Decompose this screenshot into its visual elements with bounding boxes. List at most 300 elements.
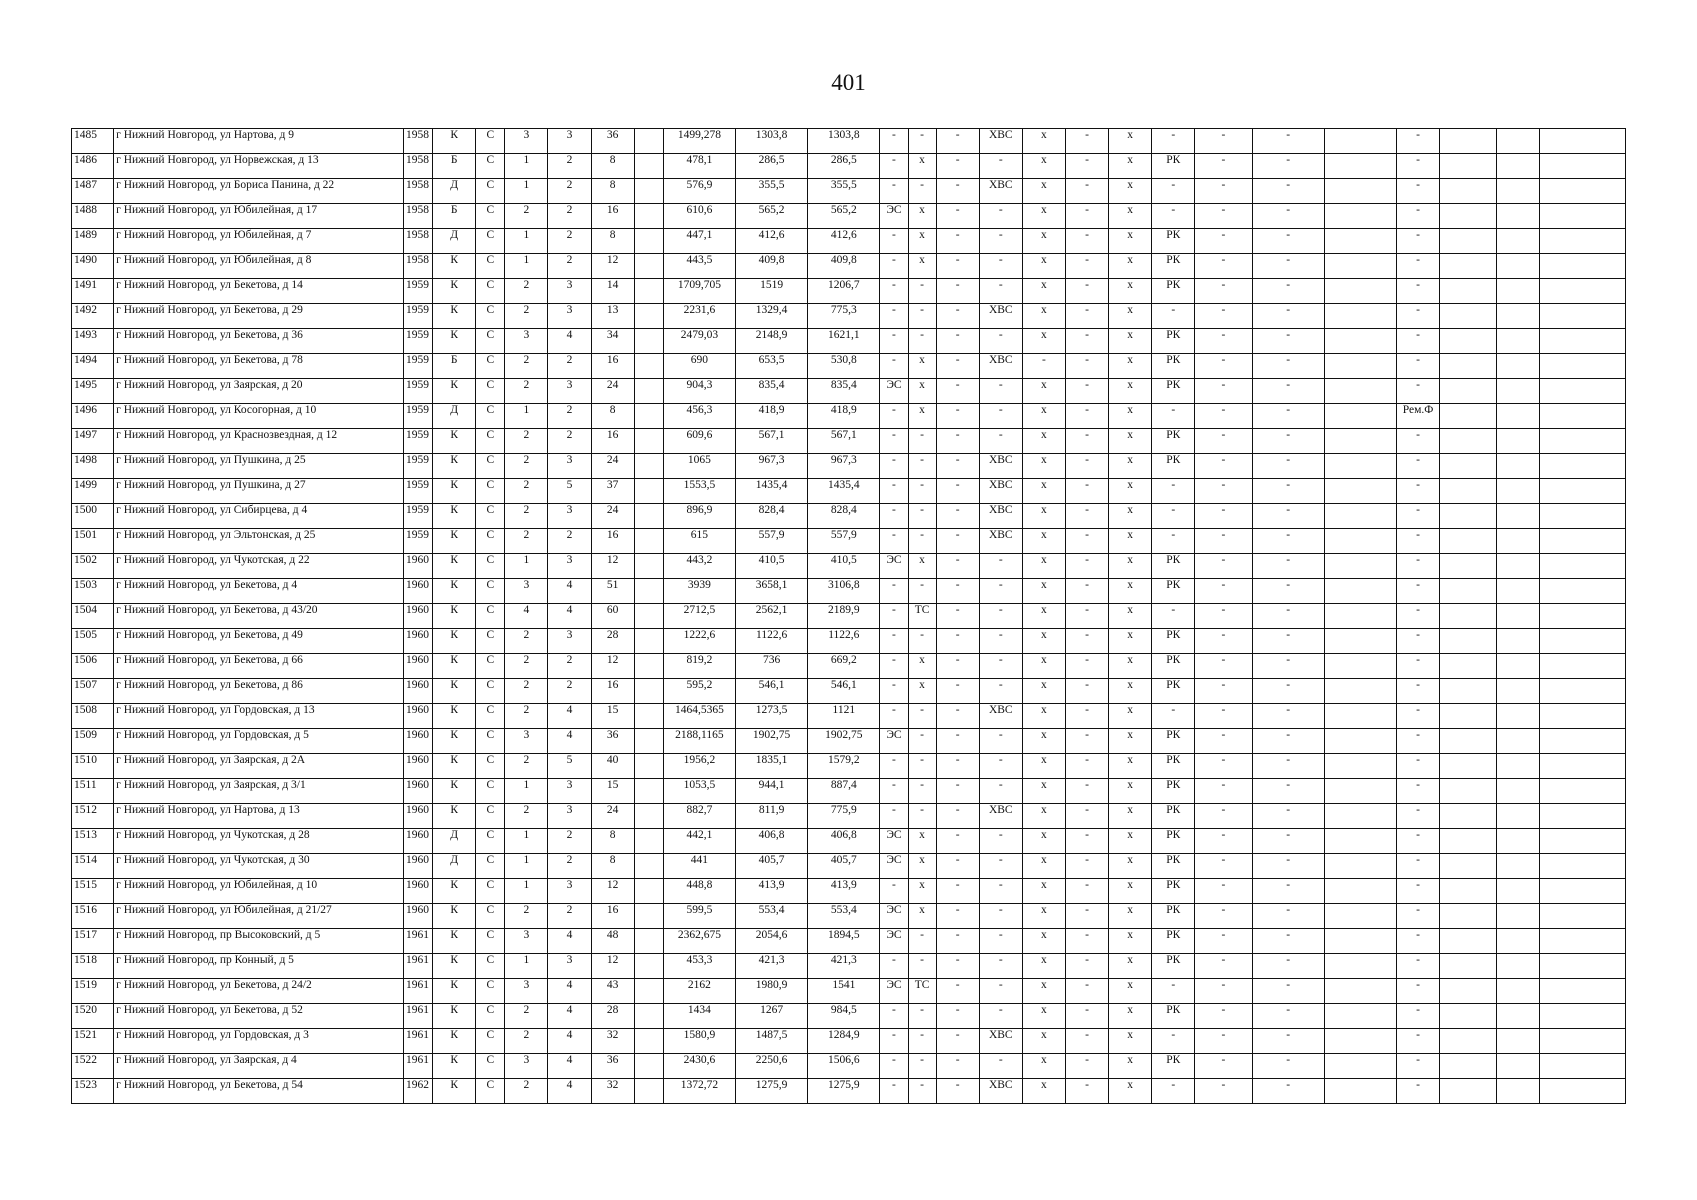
entrances-cell: 2 — [505, 454, 548, 479]
gas-cell: - — [936, 479, 979, 504]
col-25-cell — [1440, 504, 1497, 529]
hot-water-cell: - — [1065, 604, 1108, 629]
electric-cell: - — [880, 454, 908, 479]
year-cell: 1961 — [404, 1004, 433, 1029]
roof-cell: х — [1109, 554, 1152, 579]
hot-water-cell: - — [1065, 404, 1108, 429]
floors-cell: 2 — [548, 904, 591, 929]
blank-cell — [634, 229, 663, 254]
col-21-cell: - — [1195, 554, 1252, 579]
material-cell: С — [476, 529, 505, 554]
col-26-cell — [1497, 704, 1540, 729]
remark-cell: - — [1396, 804, 1439, 829]
living-area-cell: 2562,1 — [736, 604, 808, 629]
sewer-cell: х — [1022, 129, 1065, 154]
col-26-cell — [1497, 679, 1540, 704]
blank-cell — [634, 729, 663, 754]
row-number-cell: 1504 — [72, 604, 114, 629]
blank-cell — [634, 829, 663, 854]
type-cell: К — [433, 479, 476, 504]
material-cell: С — [476, 579, 505, 604]
residential-area-cell: 546,1 — [808, 679, 880, 704]
address-cell: г Нижний Новгород, ул Юбилейная, д 10 — [114, 879, 404, 904]
hot-water-cell: - — [1065, 329, 1108, 354]
blank-cell — [634, 679, 663, 704]
blank-cell — [634, 654, 663, 679]
blank-cell — [634, 904, 663, 929]
remark-cell: - — [1396, 179, 1439, 204]
col-22-cell: - — [1252, 1054, 1324, 1079]
water-cell: ХВС — [979, 504, 1022, 529]
row-number-cell: 1522 — [72, 1054, 114, 1079]
material-cell: С — [476, 779, 505, 804]
living-area-cell: 410,5 — [736, 554, 808, 579]
table-row — [72, 679, 1626, 704]
col-26-cell — [1497, 479, 1540, 504]
water-cell: ХВС — [979, 304, 1022, 329]
roof-cell: х — [1109, 754, 1152, 779]
roof-cell: х — [1109, 304, 1152, 329]
water-cell: - — [979, 329, 1022, 354]
works-cell: - — [1152, 404, 1195, 429]
heating-cell: - — [908, 279, 936, 304]
year-cell: 1960 — [404, 779, 433, 804]
material-cell: С — [476, 679, 505, 704]
col-27-cell — [1540, 654, 1626, 679]
entrances-cell: 2 — [505, 629, 548, 654]
gas-cell: - — [936, 1029, 979, 1054]
address-cell: г Нижний Новгород, ул Нартова, д 9 — [114, 129, 404, 154]
works-cell: РК — [1152, 804, 1195, 829]
apartments-cell: 8 — [591, 829, 634, 854]
col-27-cell — [1540, 804, 1626, 829]
col-21-cell: - — [1195, 779, 1252, 804]
table-row — [72, 779, 1626, 804]
hot-water-cell: - — [1065, 954, 1108, 979]
water-cell: - — [979, 904, 1022, 929]
col-27-cell — [1540, 204, 1626, 229]
living-area-cell: 1122,6 — [736, 629, 808, 654]
works-cell: РК — [1152, 1054, 1195, 1079]
address-cell: г Нижний Новгород, ул Нартова, д 13 — [114, 804, 404, 829]
blank-cell — [634, 854, 663, 879]
remark-cell: - — [1396, 1079, 1439, 1104]
works-cell: - — [1152, 504, 1195, 529]
col-25-cell — [1440, 679, 1497, 704]
table-row — [72, 304, 1626, 329]
row-number-cell: 1497 — [72, 429, 114, 454]
apartments-cell: 36 — [591, 129, 634, 154]
apartments-cell: 32 — [591, 1079, 634, 1104]
works-cell: РК — [1152, 754, 1195, 779]
heating-cell: - — [908, 704, 936, 729]
sewer-cell: - — [1022, 354, 1065, 379]
col-26-cell — [1497, 854, 1540, 879]
table-row — [72, 1054, 1626, 1079]
col-25-cell — [1440, 654, 1497, 679]
col-23-cell — [1324, 204, 1396, 229]
col-21-cell: - — [1195, 1054, 1252, 1079]
sewer-cell: х — [1022, 429, 1065, 454]
blank-cell — [634, 1079, 663, 1104]
hot-water-cell: - — [1065, 654, 1108, 679]
row-number-cell: 1518 — [72, 954, 114, 979]
remark-cell: - — [1396, 354, 1439, 379]
entrances-cell: 2 — [505, 679, 548, 704]
remark-cell: - — [1396, 329, 1439, 354]
blank-cell — [634, 579, 663, 604]
total-area-cell: 819,2 — [663, 654, 735, 679]
remark-cell: - — [1396, 879, 1439, 904]
remark-cell: - — [1396, 479, 1439, 504]
col-25-cell — [1440, 154, 1497, 179]
gas-cell: - — [936, 629, 979, 654]
address-cell: г Нижний Новгород, ул Норвежская, д 13 — [114, 154, 404, 179]
year-cell: 1960 — [404, 729, 433, 754]
col-23-cell — [1324, 579, 1396, 604]
gas-cell: - — [936, 829, 979, 854]
col-27-cell — [1540, 629, 1626, 654]
heating-cell: х — [908, 879, 936, 904]
blank-cell — [634, 779, 663, 804]
gas-cell: - — [936, 1079, 979, 1104]
col-23-cell — [1324, 879, 1396, 904]
residential-area-cell: 1579,2 — [808, 754, 880, 779]
apartments-cell: 16 — [591, 204, 634, 229]
floors-cell: 4 — [548, 579, 591, 604]
col-25-cell — [1440, 729, 1497, 754]
table-row — [72, 929, 1626, 954]
works-cell: РК — [1152, 679, 1195, 704]
roof-cell: х — [1109, 454, 1152, 479]
residential-area-cell: 1506,6 — [808, 1054, 880, 1079]
heating-cell: х — [908, 354, 936, 379]
apartments-cell: 24 — [591, 379, 634, 404]
remark-cell: - — [1396, 279, 1439, 304]
col-21-cell: - — [1195, 379, 1252, 404]
table-row — [72, 654, 1626, 679]
col-22-cell: - — [1252, 604, 1324, 629]
total-area-cell: 1053,5 — [663, 779, 735, 804]
living-area-cell: 2250,6 — [736, 1054, 808, 1079]
col-27-cell — [1540, 1079, 1626, 1104]
total-area-cell: 1434 — [663, 1004, 735, 1029]
row-number-cell: 1494 — [72, 354, 114, 379]
year-cell: 1958 — [404, 204, 433, 229]
blank-cell — [634, 129, 663, 154]
water-cell: ХВС — [979, 454, 1022, 479]
entrances-cell: 1 — [505, 254, 548, 279]
type-cell: К — [433, 929, 476, 954]
col-25-cell — [1440, 1054, 1497, 1079]
gas-cell: - — [936, 279, 979, 304]
floors-cell: 3 — [548, 279, 591, 304]
residential-area-cell: 1902,75 — [808, 729, 880, 754]
entrances-cell: 2 — [505, 354, 548, 379]
hot-water-cell: - — [1065, 379, 1108, 404]
col-25-cell — [1440, 554, 1497, 579]
col-21-cell: - — [1195, 879, 1252, 904]
water-cell: - — [979, 254, 1022, 279]
col-27-cell — [1540, 829, 1626, 854]
remark-cell: - — [1396, 504, 1439, 529]
living-area-cell: 828,4 — [736, 504, 808, 529]
col-25-cell — [1440, 479, 1497, 504]
floors-cell: 4 — [548, 1029, 591, 1054]
address-cell: г Нижний Новгород, пр Высоковский, д 5 — [114, 929, 404, 954]
floors-cell: 3 — [548, 879, 591, 904]
col-22-cell: - — [1252, 854, 1324, 879]
floors-cell: 2 — [548, 679, 591, 704]
table-row — [72, 454, 1626, 479]
hot-water-cell: - — [1065, 979, 1108, 1004]
col-25-cell — [1440, 854, 1497, 879]
col-21-cell: - — [1195, 179, 1252, 204]
heating-cell: х — [908, 229, 936, 254]
total-area-cell: 3939 — [663, 579, 735, 604]
living-area-cell: 736 — [736, 654, 808, 679]
living-area-cell: 1329,4 — [736, 304, 808, 329]
row-number-cell: 1498 — [72, 454, 114, 479]
apartments-cell: 15 — [591, 779, 634, 804]
table-row — [72, 154, 1626, 179]
roof-cell: х — [1109, 654, 1152, 679]
col-25-cell — [1440, 829, 1497, 854]
entrances-cell: 1 — [505, 404, 548, 429]
col-25-cell — [1440, 279, 1497, 304]
col-26-cell — [1497, 804, 1540, 829]
col-22-cell: - — [1252, 679, 1324, 704]
col-27-cell — [1540, 404, 1626, 429]
hot-water-cell: - — [1065, 579, 1108, 604]
col-26-cell — [1497, 1079, 1540, 1104]
col-21-cell: - — [1195, 254, 1252, 279]
heating-cell: - — [908, 504, 936, 529]
residential-area-cell: 409,8 — [808, 254, 880, 279]
type-cell: К — [433, 529, 476, 554]
entrances-cell: 1 — [505, 554, 548, 579]
floors-cell: 3 — [548, 129, 591, 154]
sewer-cell: х — [1022, 154, 1065, 179]
hot-water-cell: - — [1065, 704, 1108, 729]
heating-cell: - — [908, 429, 936, 454]
residential-area-cell: 1206,7 — [808, 279, 880, 304]
heating-cell: - — [908, 579, 936, 604]
type-cell: К — [433, 129, 476, 154]
material-cell: С — [476, 904, 505, 929]
floors-cell: 2 — [548, 229, 591, 254]
blank-cell — [634, 179, 663, 204]
living-area-cell: 811,9 — [736, 804, 808, 829]
sewer-cell: х — [1022, 479, 1065, 504]
table-row — [72, 879, 1626, 904]
year-cell: 1959 — [404, 379, 433, 404]
col-21-cell: - — [1195, 354, 1252, 379]
col-21-cell: - — [1195, 654, 1252, 679]
table-row — [72, 554, 1626, 579]
apartments-cell: 24 — [591, 454, 634, 479]
electric-cell: ЭС — [880, 729, 908, 754]
sewer-cell: х — [1022, 954, 1065, 979]
electric-cell: ЭС — [880, 554, 908, 579]
col-27-cell — [1540, 229, 1626, 254]
sewer-cell: х — [1022, 779, 1065, 804]
electric-cell: - — [880, 179, 908, 204]
gas-cell: - — [936, 504, 979, 529]
address-cell: г Нижний Новгород, ул Чукотская, д 28 — [114, 829, 404, 854]
floors-cell: 4 — [548, 1054, 591, 1079]
address-cell: г Нижний Новгород, ул Юбилейная, д 17 — [114, 204, 404, 229]
sewer-cell: х — [1022, 579, 1065, 604]
remark-cell: - — [1396, 1054, 1439, 1079]
living-area-cell: 406,8 — [736, 829, 808, 854]
apartments-cell: 12 — [591, 654, 634, 679]
roof-cell: х — [1109, 479, 1152, 504]
residential-area-cell: 1621,1 — [808, 329, 880, 354]
residential-area-cell: 967,3 — [808, 454, 880, 479]
water-cell: - — [979, 229, 1022, 254]
works-cell: РК — [1152, 654, 1195, 679]
electric-cell: - — [880, 279, 908, 304]
sewer-cell: х — [1022, 854, 1065, 879]
col-27-cell — [1540, 704, 1626, 729]
electric-cell: - — [880, 954, 908, 979]
water-cell: - — [979, 429, 1022, 454]
entrances-cell: 2 — [505, 1004, 548, 1029]
gas-cell: - — [936, 729, 979, 754]
year-cell: 1960 — [404, 829, 433, 854]
row-number-cell: 1487 — [72, 179, 114, 204]
sewer-cell: х — [1022, 879, 1065, 904]
address-cell: г Нижний Новгород, ул Краснозвездная, д 12 — [114, 429, 404, 454]
col-23-cell — [1324, 279, 1396, 304]
sewer-cell: х — [1022, 904, 1065, 929]
roof-cell: х — [1109, 854, 1152, 879]
total-area-cell: 1553,5 — [663, 479, 735, 504]
type-cell: Д — [433, 854, 476, 879]
col-27-cell — [1540, 979, 1626, 1004]
year-cell: 1959 — [404, 454, 433, 479]
material-cell: С — [476, 854, 505, 879]
heating-cell: ТС — [908, 604, 936, 629]
entrances-cell: 2 — [505, 1029, 548, 1054]
table-row — [72, 229, 1626, 254]
col-26-cell — [1497, 329, 1540, 354]
water-cell: - — [979, 579, 1022, 604]
col-21-cell: - — [1195, 454, 1252, 479]
material-cell: С — [476, 429, 505, 454]
year-cell: 1960 — [404, 904, 433, 929]
col-25-cell — [1440, 404, 1497, 429]
remark-cell: - — [1396, 304, 1439, 329]
material-cell: С — [476, 554, 505, 579]
type-cell: К — [433, 1029, 476, 1054]
table-row — [72, 179, 1626, 204]
row-number-cell: 1493 — [72, 329, 114, 354]
works-cell: РК — [1152, 729, 1195, 754]
row-number-cell: 1507 — [72, 679, 114, 704]
col-22-cell: - — [1252, 404, 1324, 429]
col-21-cell: - — [1195, 979, 1252, 1004]
hot-water-cell: - — [1065, 779, 1108, 804]
works-cell: РК — [1152, 229, 1195, 254]
living-area-cell: 1980,9 — [736, 979, 808, 1004]
col-25-cell — [1440, 454, 1497, 479]
address-cell: г Нижний Новгород, ул Бориса Панина, д 22 — [114, 179, 404, 204]
address-cell: г Нижний Новгород, ул Гордовская, д 3 — [114, 1029, 404, 1054]
col-27-cell — [1540, 954, 1626, 979]
col-26-cell — [1497, 904, 1540, 929]
hot-water-cell: - — [1065, 504, 1108, 529]
remark-cell: - — [1396, 554, 1439, 579]
living-area-cell: 286,5 — [736, 154, 808, 179]
electric-cell: - — [880, 129, 908, 154]
col-22-cell: - — [1252, 279, 1324, 304]
residential-area-cell: 530,8 — [808, 354, 880, 379]
heating-cell: - — [908, 1079, 936, 1104]
floors-cell: 2 — [548, 654, 591, 679]
entrances-cell: 3 — [505, 929, 548, 954]
entrances-cell: 2 — [505, 479, 548, 504]
col-23-cell — [1324, 854, 1396, 879]
living-area-cell: 418,9 — [736, 404, 808, 429]
col-22-cell: - — [1252, 779, 1324, 804]
type-cell: Б — [433, 354, 476, 379]
col-26-cell — [1497, 654, 1540, 679]
total-area-cell: 1464,5365 — [663, 704, 735, 729]
electric-cell: - — [880, 754, 908, 779]
electric-cell: - — [880, 329, 908, 354]
gas-cell: - — [936, 704, 979, 729]
electric-cell: - — [880, 879, 908, 904]
residential-area-cell: 1121 — [808, 704, 880, 729]
gas-cell: - — [936, 354, 979, 379]
row-number-cell: 1501 — [72, 529, 114, 554]
remark-cell: - — [1396, 654, 1439, 679]
water-cell: ХВС — [979, 804, 1022, 829]
col-27-cell — [1540, 729, 1626, 754]
blank-cell — [634, 604, 663, 629]
entrances-cell: 2 — [505, 429, 548, 454]
electric-cell: - — [880, 154, 908, 179]
material-cell: С — [476, 1029, 505, 1054]
col-22-cell: - — [1252, 829, 1324, 854]
col-23-cell — [1324, 779, 1396, 804]
col-25-cell — [1440, 329, 1497, 354]
gas-cell: - — [936, 529, 979, 554]
col-25-cell — [1440, 929, 1497, 954]
apartments-cell: 16 — [591, 354, 634, 379]
row-number-cell: 1514 — [72, 854, 114, 879]
col-26-cell — [1497, 979, 1540, 1004]
row-number-cell: 1491 — [72, 279, 114, 304]
col-26-cell — [1497, 154, 1540, 179]
apartments-cell: 51 — [591, 579, 634, 604]
col-23-cell — [1324, 754, 1396, 779]
sewer-cell: х — [1022, 729, 1065, 754]
total-area-cell: 1065 — [663, 454, 735, 479]
works-cell: РК — [1152, 354, 1195, 379]
row-number-cell: 1499 — [72, 479, 114, 504]
col-22-cell: - — [1252, 479, 1324, 504]
electric-cell: ЭС — [880, 829, 908, 854]
apartments-cell: 48 — [591, 929, 634, 954]
blank-cell — [634, 754, 663, 779]
residential-area-cell: 1122,6 — [808, 629, 880, 654]
heating-cell: - — [908, 479, 936, 504]
floors-cell: 4 — [548, 704, 591, 729]
water-cell: ХВС — [979, 529, 1022, 554]
